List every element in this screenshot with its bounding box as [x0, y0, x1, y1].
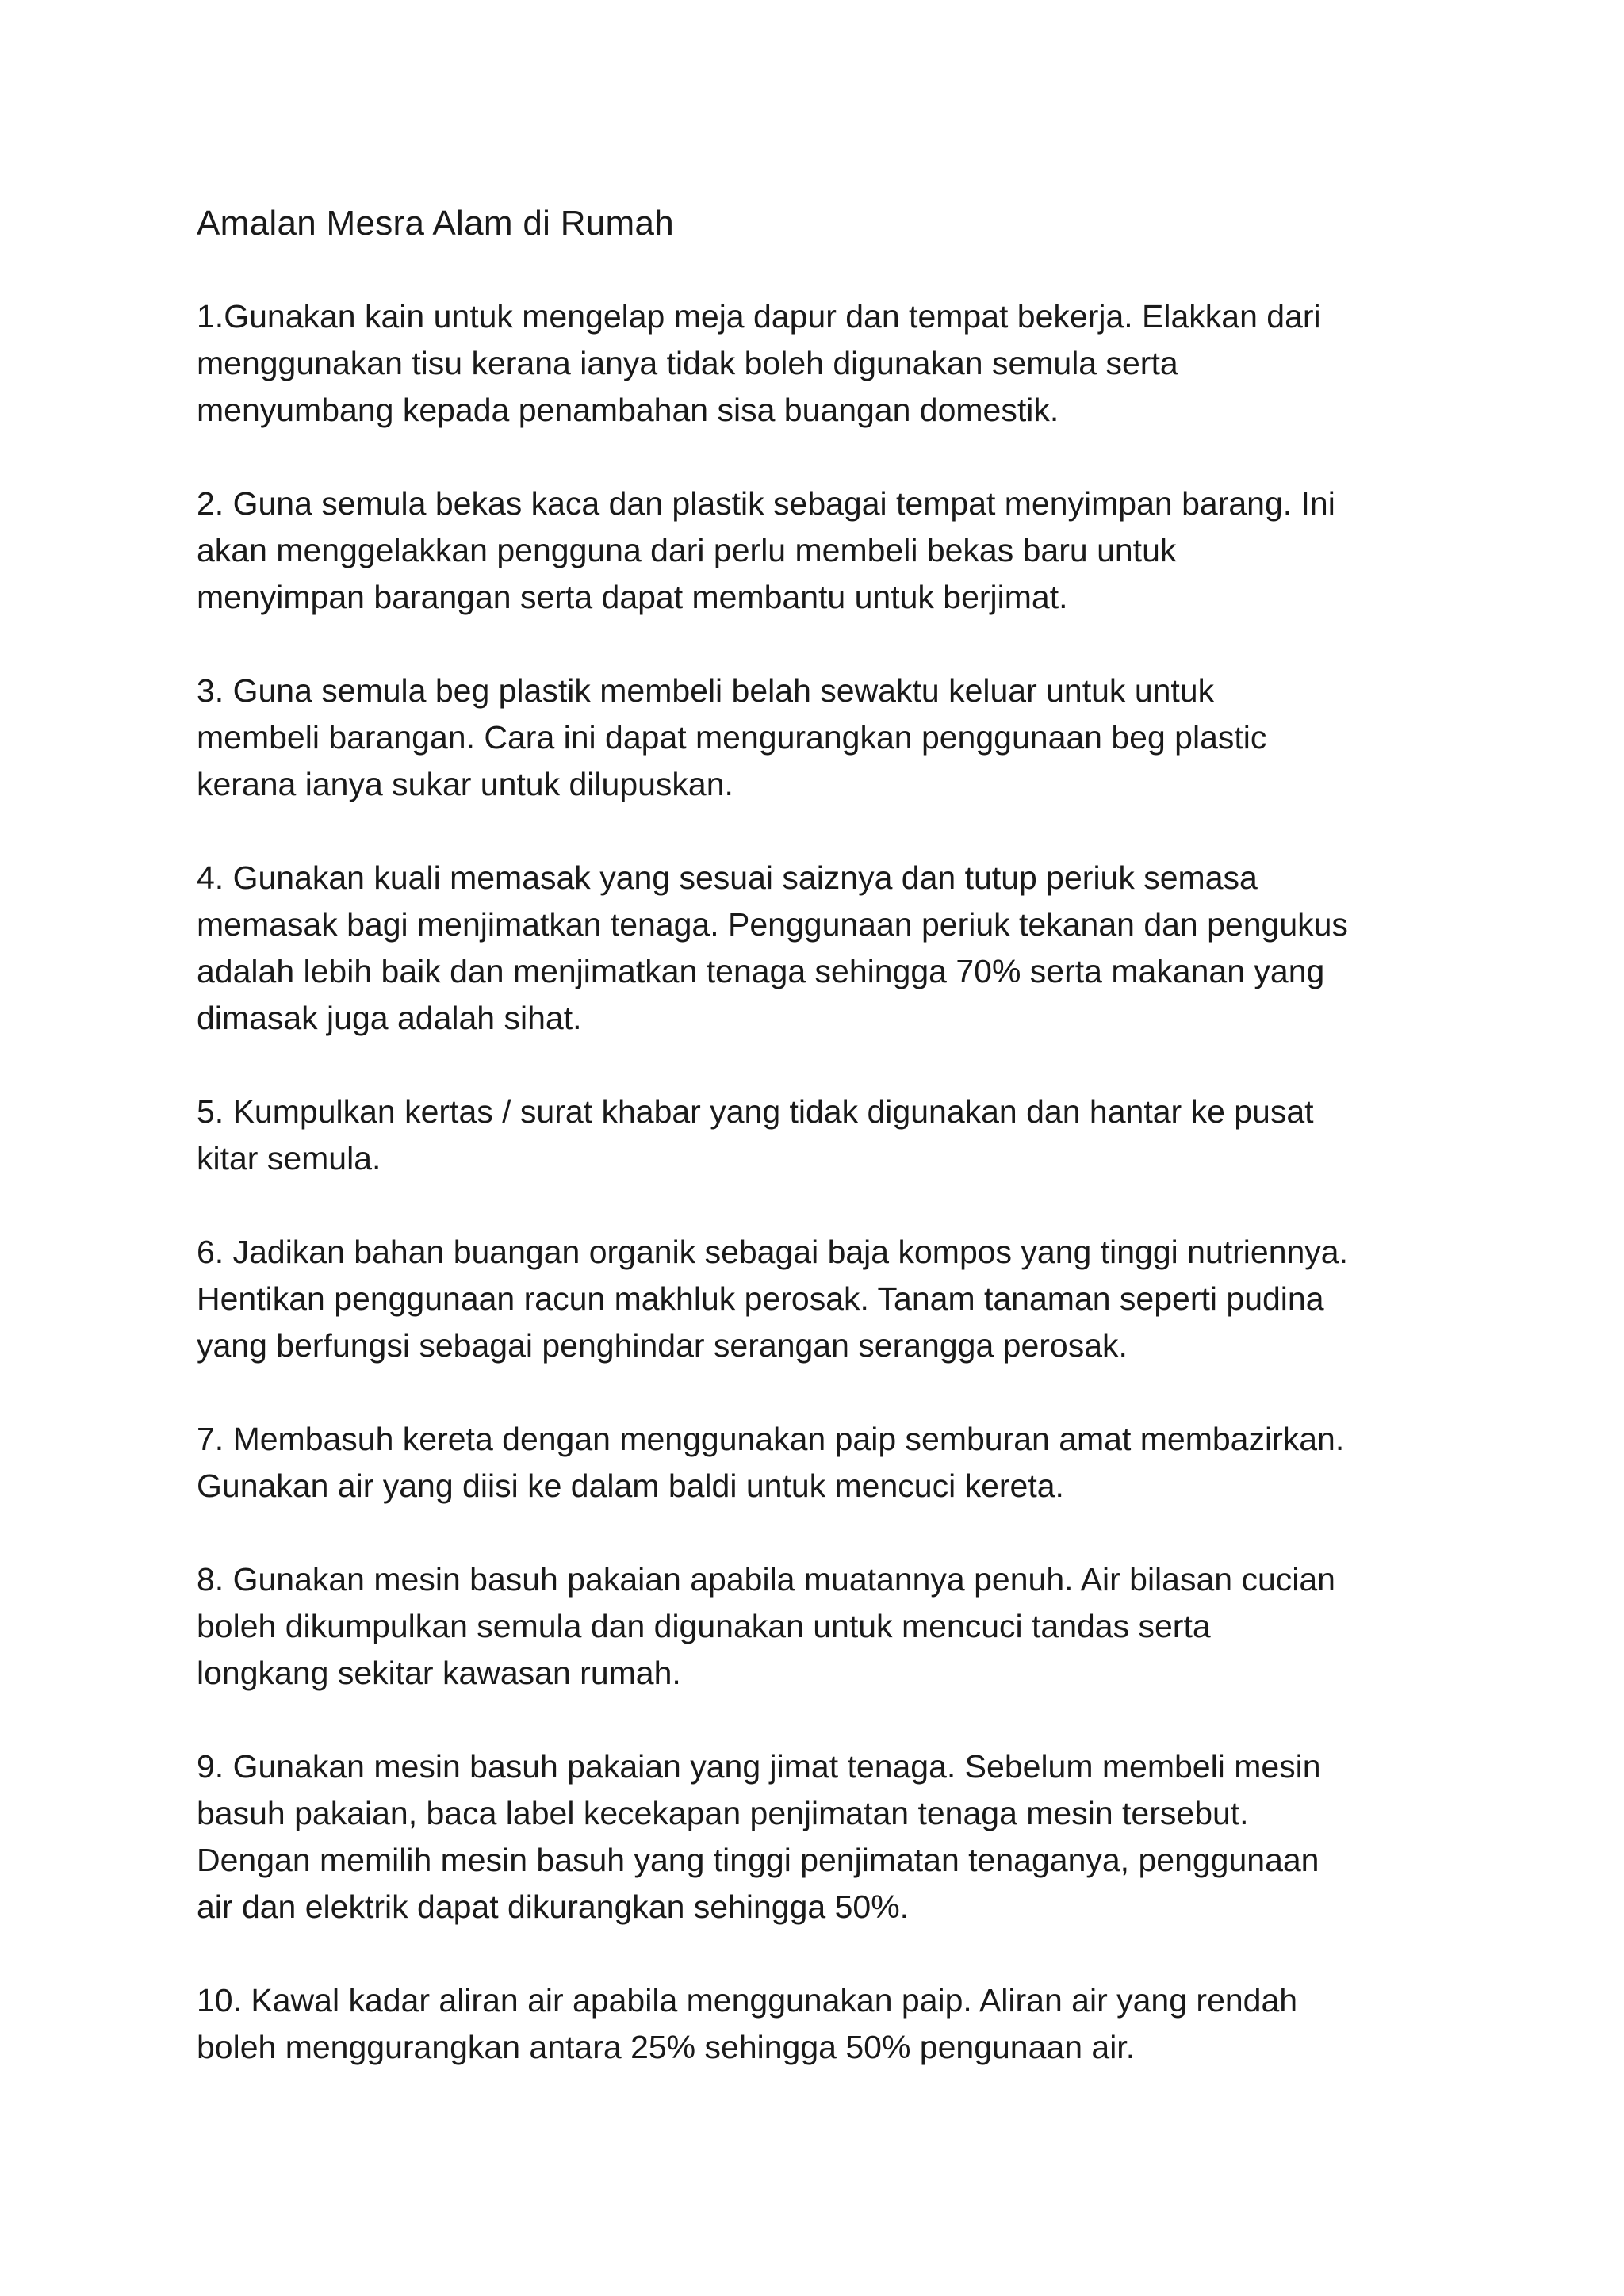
paragraph-line: longkang sekitar kawasan rumah.: [197, 1655, 681, 1691]
paragraph-line: 3. Guna semula beg plastik membeli belah sewaktu keluar untuk untuk: [197, 672, 1215, 709]
paragraph-line: 7. Membasuh kereta dengan menggunakan paip semburan amat membazirkan.: [197, 1421, 1345, 1457]
tip-paragraph-3: [197, 668, 1505, 808]
paragraph-spacer: [197, 808, 1505, 855]
paragraph-line: 9. Gunakan mesin basuh pakaian yang jimat tenaga. Sebelum membeli mesin: [197, 1748, 1321, 1785]
paragraph-line: 4. Gunakan kuali memasak yang sesuai saiznya dan tutup periuk semasa: [197, 859, 1258, 896]
paragraph-line: 1.Gunakan kain untuk mengelap meja dapur dan tempat bekerja. Elakkan dari: [197, 298, 1321, 335]
paragraph-line: 6. Jadikan bahan buangan organik sebagai baja kompos yang tinggi nutriennya.: [197, 1234, 1348, 1270]
paragraph-list: [197, 293, 1505, 2071]
paragraph-spacer: [197, 1182, 1505, 1229]
tip-paragraph-6: [197, 1229, 1505, 1369]
paragraph-line: membeli barangan. Cara ini dapat mengurangkan penggunaan beg plastic: [197, 719, 1267, 756]
title-spacer: [197, 247, 1505, 293]
paragraph-line: dimasak juga adalah sihat.: [197, 1000, 582, 1036]
paragraph-spacer: [197, 621, 1505, 668]
paragraph-line: kitar semula.: [197, 1140, 381, 1177]
paragraph-spacer: [197, 434, 1505, 480]
paragraph-spacer: [197, 1510, 1505, 1556]
paragraph-line: boleh dikumpulkan semula dan digunakan untuk mencuci tandas serta: [197, 1608, 1211, 1644]
tip-paragraph-8: [197, 1556, 1505, 1697]
tip-paragraph-10: [197, 1977, 1505, 2071]
paragraph-line: memasak bagi menjimatkan tenaga. Penggunaan periuk tekanan dan pengukus: [197, 906, 1348, 943]
paragraph-line: 2. Guna semula bekas kaca dan plastik sebagai tempat menyimpan barang. Ini: [197, 485, 1335, 522]
paragraph-line: menyumbang kepada penambahan sisa buangan domestik.: [197, 392, 1059, 428]
paragraph-line: 10. Kawal kadar aliran air apabila menggunakan paip. Aliran air yang rendah: [197, 1982, 1298, 2019]
paragraph-spacer: [197, 1042, 1505, 1089]
paragraph-line: menyimpan barangan serta dapat membantu untuk berjimat.: [197, 579, 1068, 615]
paragraph-line: Gunakan air yang diisi ke dalam baldi untuk mencuci kereta.: [197, 1468, 1064, 1504]
paragraph-line: kerana ianya sukar untuk dilupuskan.: [197, 766, 733, 802]
tip-paragraph-1: [197, 293, 1505, 434]
paragraph-line: adalah lebih baik dan menjimatkan tenaga sehingga 70% serta makanan yang: [197, 953, 1325, 989]
paragraph-line: 8. Gunakan mesin basuh pakaian apabila muatannya penuh. Air bilasan cucian: [197, 1561, 1335, 1598]
document-body: [197, 200, 1505, 2071]
paragraph-line: air dan elektrik dapat dikurangkan sehingga 50%.: [197, 1888, 910, 1925]
paragraph-line: basuh pakaian, baca label kecekapan penjimatan tenaga mesin tersebut.: [197, 1795, 1249, 1831]
paragraph-spacer: [197, 1931, 1505, 1977]
paragraph-line: menggunakan tisu kerana ianya tidak boleh digunakan semula serta: [197, 345, 1178, 381]
tip-paragraph-9: [197, 1743, 1505, 1931]
paragraph-line: 5. Kumpulkan kertas / surat khabar yang tidak digunakan dan hantar ke pusat: [197, 1093, 1314, 1130]
paragraph-line: boleh menggurangkan antara 25% sehingga 50% pengunaan air.: [197, 2029, 1136, 2065]
paragraph-line: yang berfungsi sebagai penghindar serangan serangga perosak.: [197, 1327, 1128, 1364]
paragraph-spacer: [197, 1697, 1505, 1743]
paragraph-line: Dengan memilih mesin basuh yang tinggi penjimatan tenaganya, penggunaan: [197, 1842, 1320, 1878]
tip-paragraph-2: [197, 480, 1505, 621]
paragraph-line: akan menggelakkan pengguna dari perlu membeli bekas baru untuk: [197, 532, 1177, 568]
tip-paragraph-7: [197, 1416, 1505, 1510]
tip-paragraph-5: [197, 1089, 1505, 1182]
tip-paragraph-4: [197, 855, 1505, 1042]
paragraph-spacer: [197, 1369, 1505, 1416]
document-title: Amalan Mesra Alam di Rumah: [197, 204, 675, 243]
paragraph-line: Hentikan penggunaan racun makhluk perosak. Tanam tanaman seperti pudina: [197, 1280, 1324, 1317]
